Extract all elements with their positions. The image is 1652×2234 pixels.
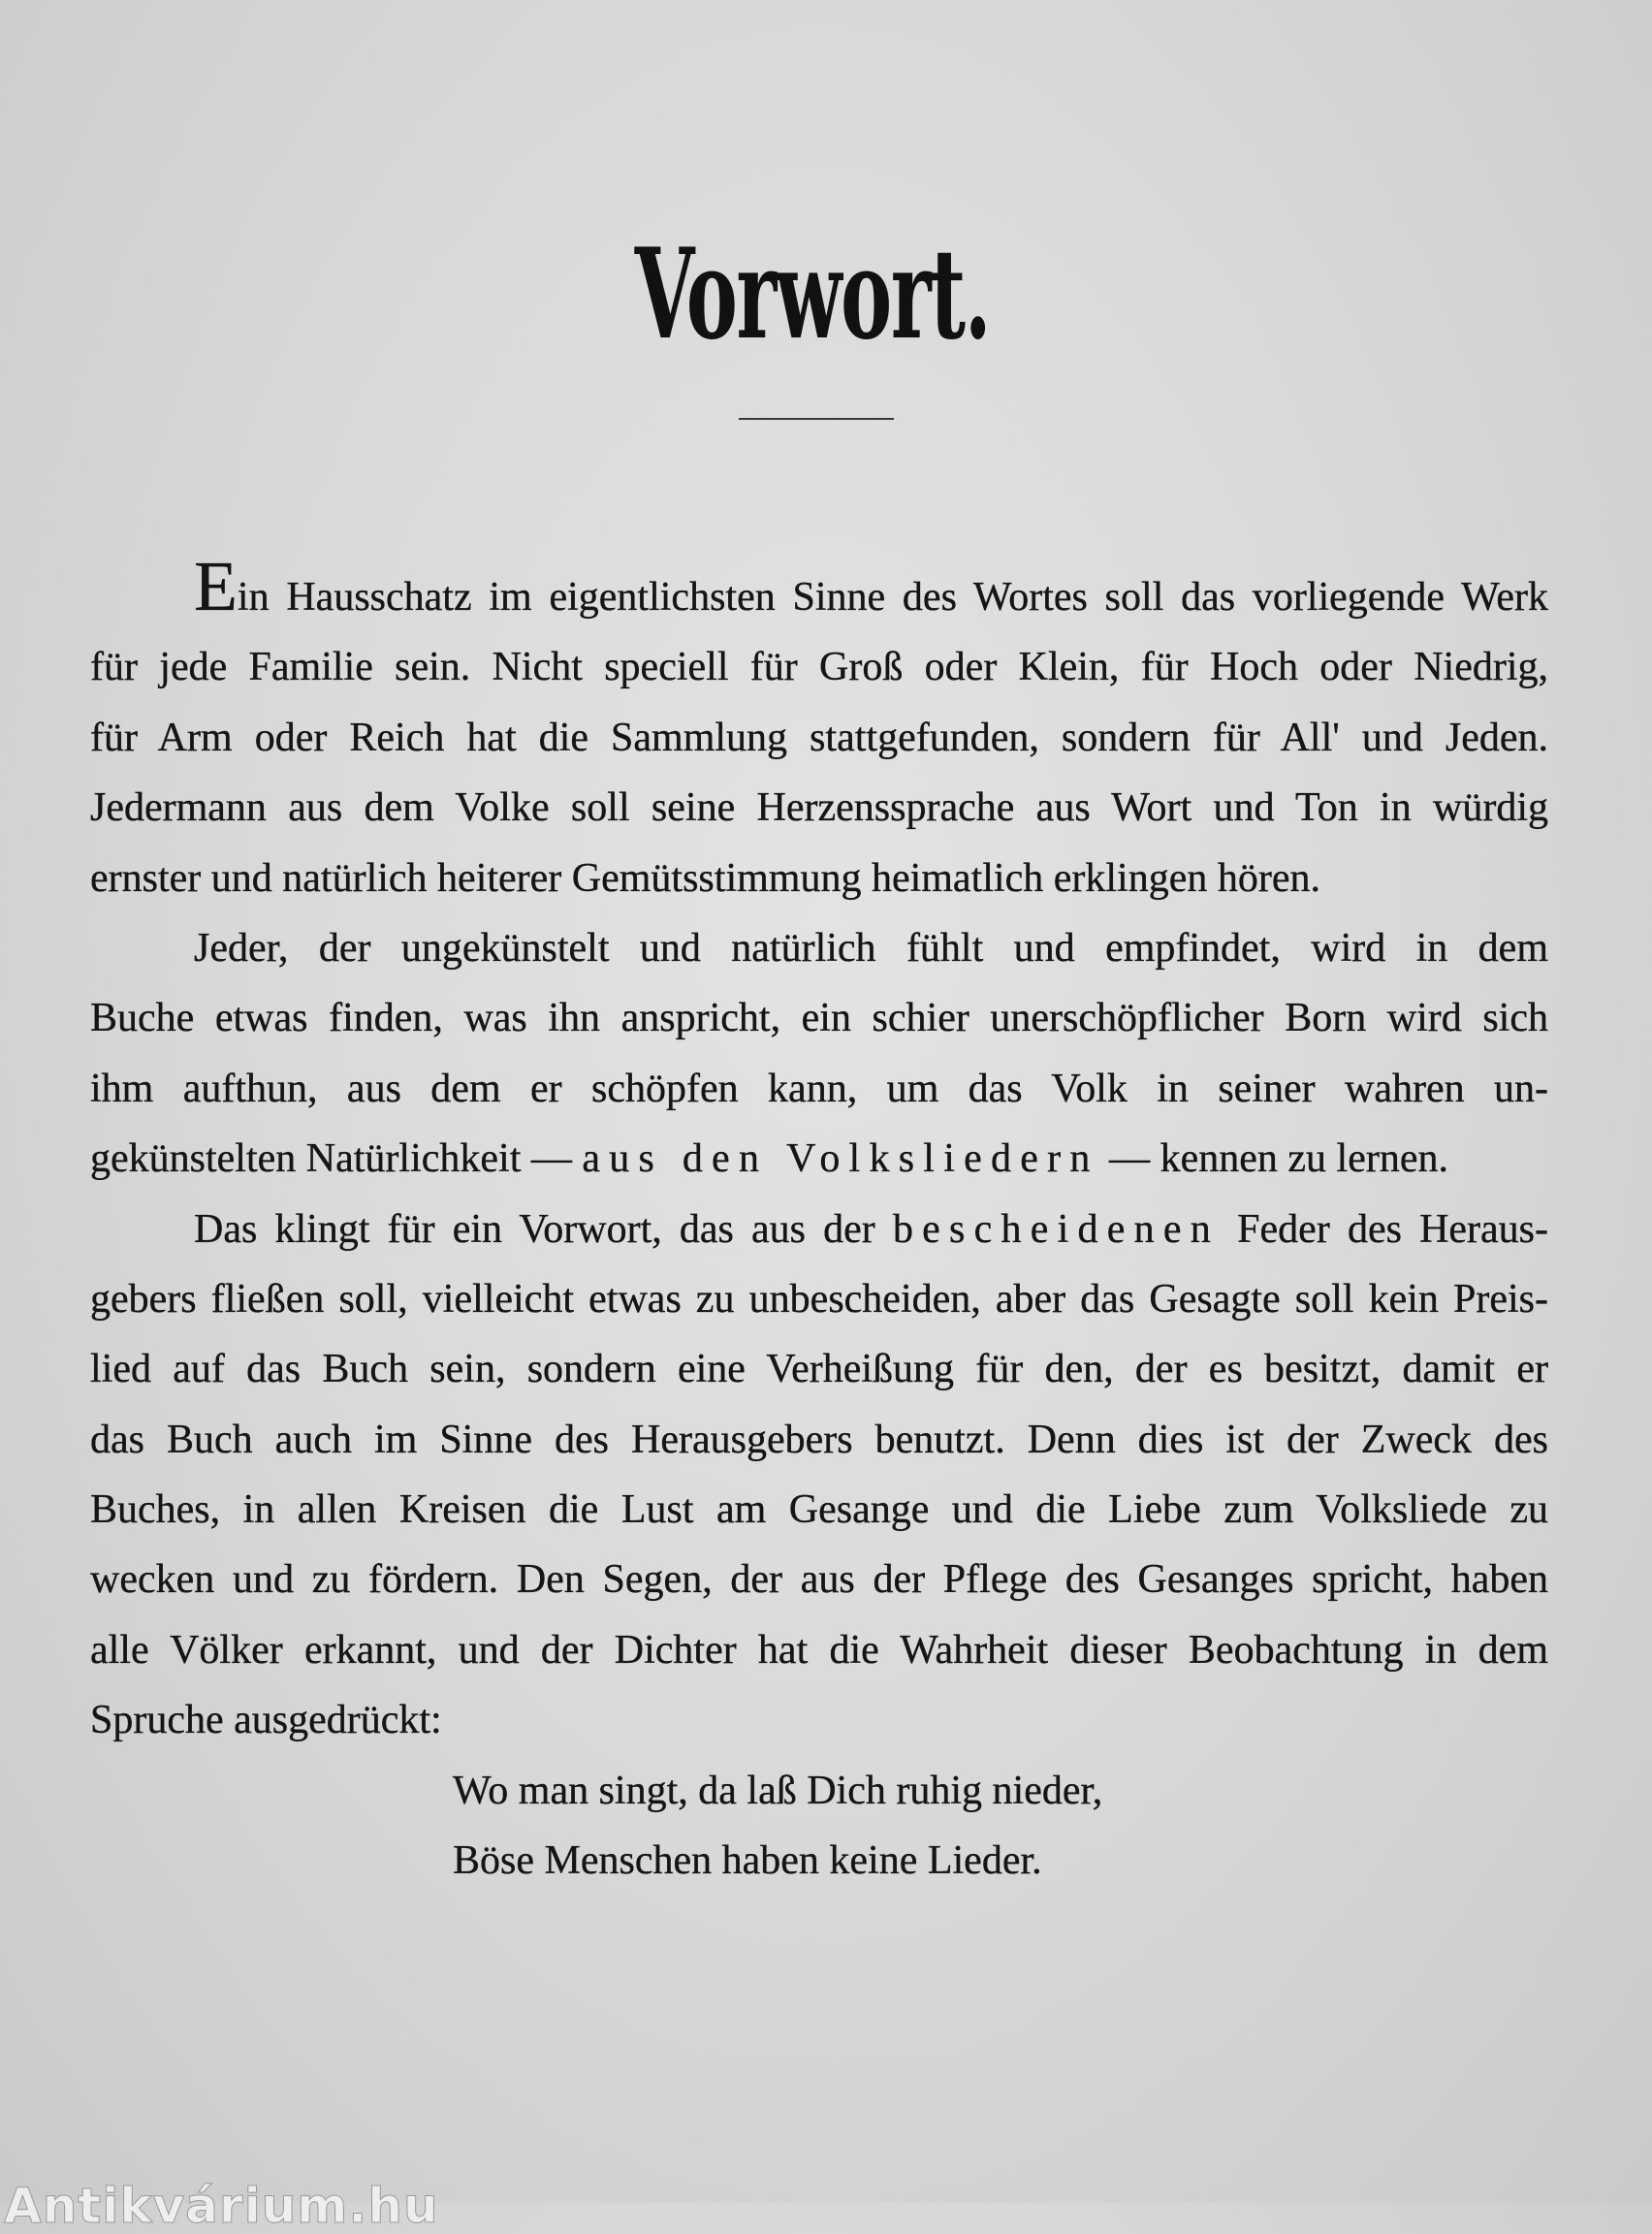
text-segment: gekünstelten Natürlichkeit — [90, 1136, 583, 1182]
text-line: das Buch auch im Sinne des Herausgebers benutzt. Denn dies ist der Zweck des [90, 1417, 1548, 1462]
text-line: alle Völker erkannt, und der Dichter hat die Wahrheit dieser Beobachtung in dem [90, 1627, 1548, 1673]
text-line: für jede Familie sein. Nicht speciell für Groß oder Klein, für Hoch oder Niedrig, [90, 645, 1548, 690]
text-line: ihm aufthun, aus dem er schöpfen kann, um das Volk in seiner wahren un- [90, 1066, 1548, 1111]
spaced-text: bescheidenen [892, 1206, 1221, 1252]
text-line: für Arm oder Reich hat die Sammlung stattgefunden, sondern für All' und Jeden. [90, 715, 1548, 760]
text-segment: — kennen zu lernen. [1098, 1136, 1448, 1182]
watermark [4, 2178, 439, 2234]
text-line: Buche etwas finden, was ihn anspricht, ein schier unerschöpflicher Born wird sich [90, 996, 1548, 1041]
verse [90, 1756, 1548, 1897]
text-line: gebers fließen soll, vielleicht etwas zu unbescheiden, aber das Gesagte soll kein Preis- [90, 1276, 1548, 1322]
verse-line: Böse Menschen haben keine Lieder. [453, 1838, 1042, 1884]
text-line [90, 1195, 1548, 1264]
text-line: lied auf das Buch sein, sondern eine Verheißung für den, der es besitzt, damit er [90, 1347, 1548, 1392]
text-line: Jedermann aus dem Volke soll seine Herzenssprache aus Wort und Ton in würdig [90, 785, 1548, 831]
text-line: ernster und natürlich heiterer Gemütsstimmung heimatlich erklingen hören. [90, 855, 1320, 901]
paragraph-2 [90, 913, 1548, 1195]
text-line: wecken und zu fördern. Den Segen, der aus der Pflege des Gesanges spricht, haben [90, 1557, 1548, 1603]
paragraph-1 [90, 547, 1548, 913]
text-segment: Feder des Heraus- [1220, 1206, 1549, 1252]
text-line: Ein Hausschatz im eigentlichsten Sinne des Wortes soll das vorliegende Werk [194, 547, 1548, 625]
text-line: Spruche ausgedrückt: [90, 1698, 442, 1743]
text-line: Jeder, der ungekünstelt und natürlich fühlt und empfindet, wird in dem [194, 925, 1548, 971]
spaced-text: aus den Volksliedern [582, 1136, 1099, 1182]
verse-line: Wo man singt, da laß Dich ruhig nieder, [453, 1768, 1103, 1813]
text-segment: Das klingt für ein Vorwort, das aus der [194, 1206, 893, 1252]
page-title: Vorwort. [634, 222, 991, 367]
body-text [90, 547, 1549, 1896]
title-rule [739, 418, 894, 420]
text-line: Buches, in allen Kreisen die Lust am Gesange und die Liebe zum Volksliede zu [90, 1487, 1548, 1533]
text-line [90, 1124, 1548, 1194]
watermark-text: Antikvárium.hu [4, 2178, 439, 2234]
paragraph-3 [90, 1195, 1548, 1756]
